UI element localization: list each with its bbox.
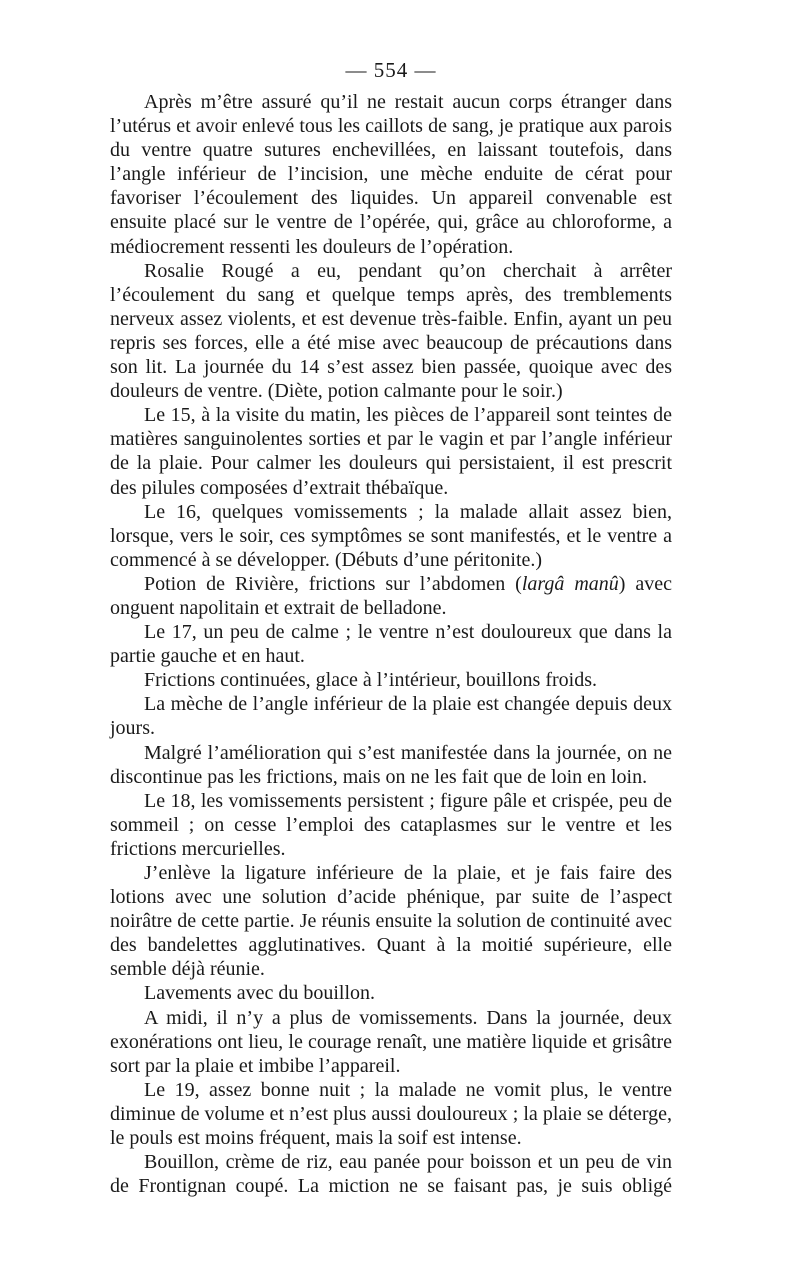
- paragraph: [110, 572, 672, 620]
- paragraph: Le 15, à la visite du matin, les pièces de l’appareil sont teintes de matières sanguinolentes sorties et par le vagin et par l’angle inférieur de la plaie. Pour calmer les douleurs qui persistaient, il est prescrit des pilules composées d’extrait thébaïque.: [110, 404, 672, 499]
- paragraph: A midi, il n’y a plus de vomissements. Dans la journée, deux exonérations ont lieu, le courage renaît, une matière liquide et grisâtre sort par la plaie et imbibe l’appareil.: [110, 1006, 672, 1077]
- body-text: [110, 90, 672, 1198]
- paragraph: Rosalie Rougé a eu, pendant qu’on cherchait à arrêter l’écoulement du sang et quelque temps après, des tremblements nerveux assez violents, et est devenue très-faible. Enfin, ayant un peu repris ses forces, elle a été mise avec beaucoup de précautions dans son lit. La journée du 14 s’est assez bien passée, quoique avec des douleurs de ventre. (Diète, potion calmante pour le soir.): [110, 259, 672, 403]
- paragraph: Frictions continuées, glace à l’intérieur, bouillons froids.: [144, 669, 597, 692]
- paragraph: Le 19, assez bonne nuit ; la malade ne vomit plus, le ventre diminue de volume et n’est plus aussi douloureux ; la plaie se déterge, le pouls est moins fréquent, mais la soif est intense.: [110, 1078, 672, 1150]
- paragraph: Après m’être assuré qu’il ne restait aucun corps étranger dans l’utérus et avoir enlevé tous les caillots de sang, je pratique aux parois du ventre quatre sutures enchevillées, en laissant toutefois, dans l’angle inférieur de l’incision, une mèche enduite de cérat pour favoriser l’écoulement des liquides. Un appareil convenable est ensuite placé sur le ventre de l’opérée, qui, grâce au chloroforme, a médiocrement ressenti les douleurs de l’opération.: [110, 91, 672, 258]
- paragraph-text: Potion de Rivière, frictions sur l’abdomen (: [144, 572, 522, 595]
- paragraph-text: ) avec onguent napolitain et extrait de belladone.: [110, 572, 672, 619]
- paragraph: Lavements avec du bouillon.: [144, 982, 376, 1005]
- paragraph: Le 16, quelques vomissements ; la malade allait assez bien, lorsque, vers le soir, ces symptômes se sont manifestés, et le ventre a commencé à se développer. (Débuts d’une péritonite.): [110, 500, 672, 571]
- paragraph: Le 17, un peu de calme ; le ventre n’est douloureux que dans la partie gauche et en haut.: [110, 621, 672, 668]
- paragraph: J’enlève la ligature inférieure de la plaie, et je fais faire des lotions avec une solution d’acide phénique, par suite de l’aspect noirâtre de cette partie. Je réunis ensuite la solution de continuité avec des bandelettes agglutinatives. Quant à la moitié supérieure, elle semble déjà réunie.: [110, 862, 672, 981]
- paragraph: Le 18, les vomissements persistent ; figure pâle et crispée, peu de sommeil ; on cesse l’emploi des cataplasmes sur le ventre et les frictions mercurielles.: [110, 789, 672, 860]
- paragraph: Malgré l’amélioration qui s’est manifestée dans la journée, on ne discontinue pas les frictions, mais on ne les fait que de loin en loin.: [110, 741, 672, 788]
- book-page: [110, 56, 672, 1198]
- italic-latin-term: largâ manû: [521, 572, 619, 595]
- paragraph: Bouillon, crème de riz, eau panée pour boisson et un peu de vin de Frontignan coupé. La miction ne se faisant pas, je suis obligé: [110, 1151, 672, 1198]
- paragraph: La mèche de l’angle inférieur de la plaie est changée depuis deux jours.: [110, 693, 672, 740]
- page-number: — 554 —: [345, 58, 437, 82]
